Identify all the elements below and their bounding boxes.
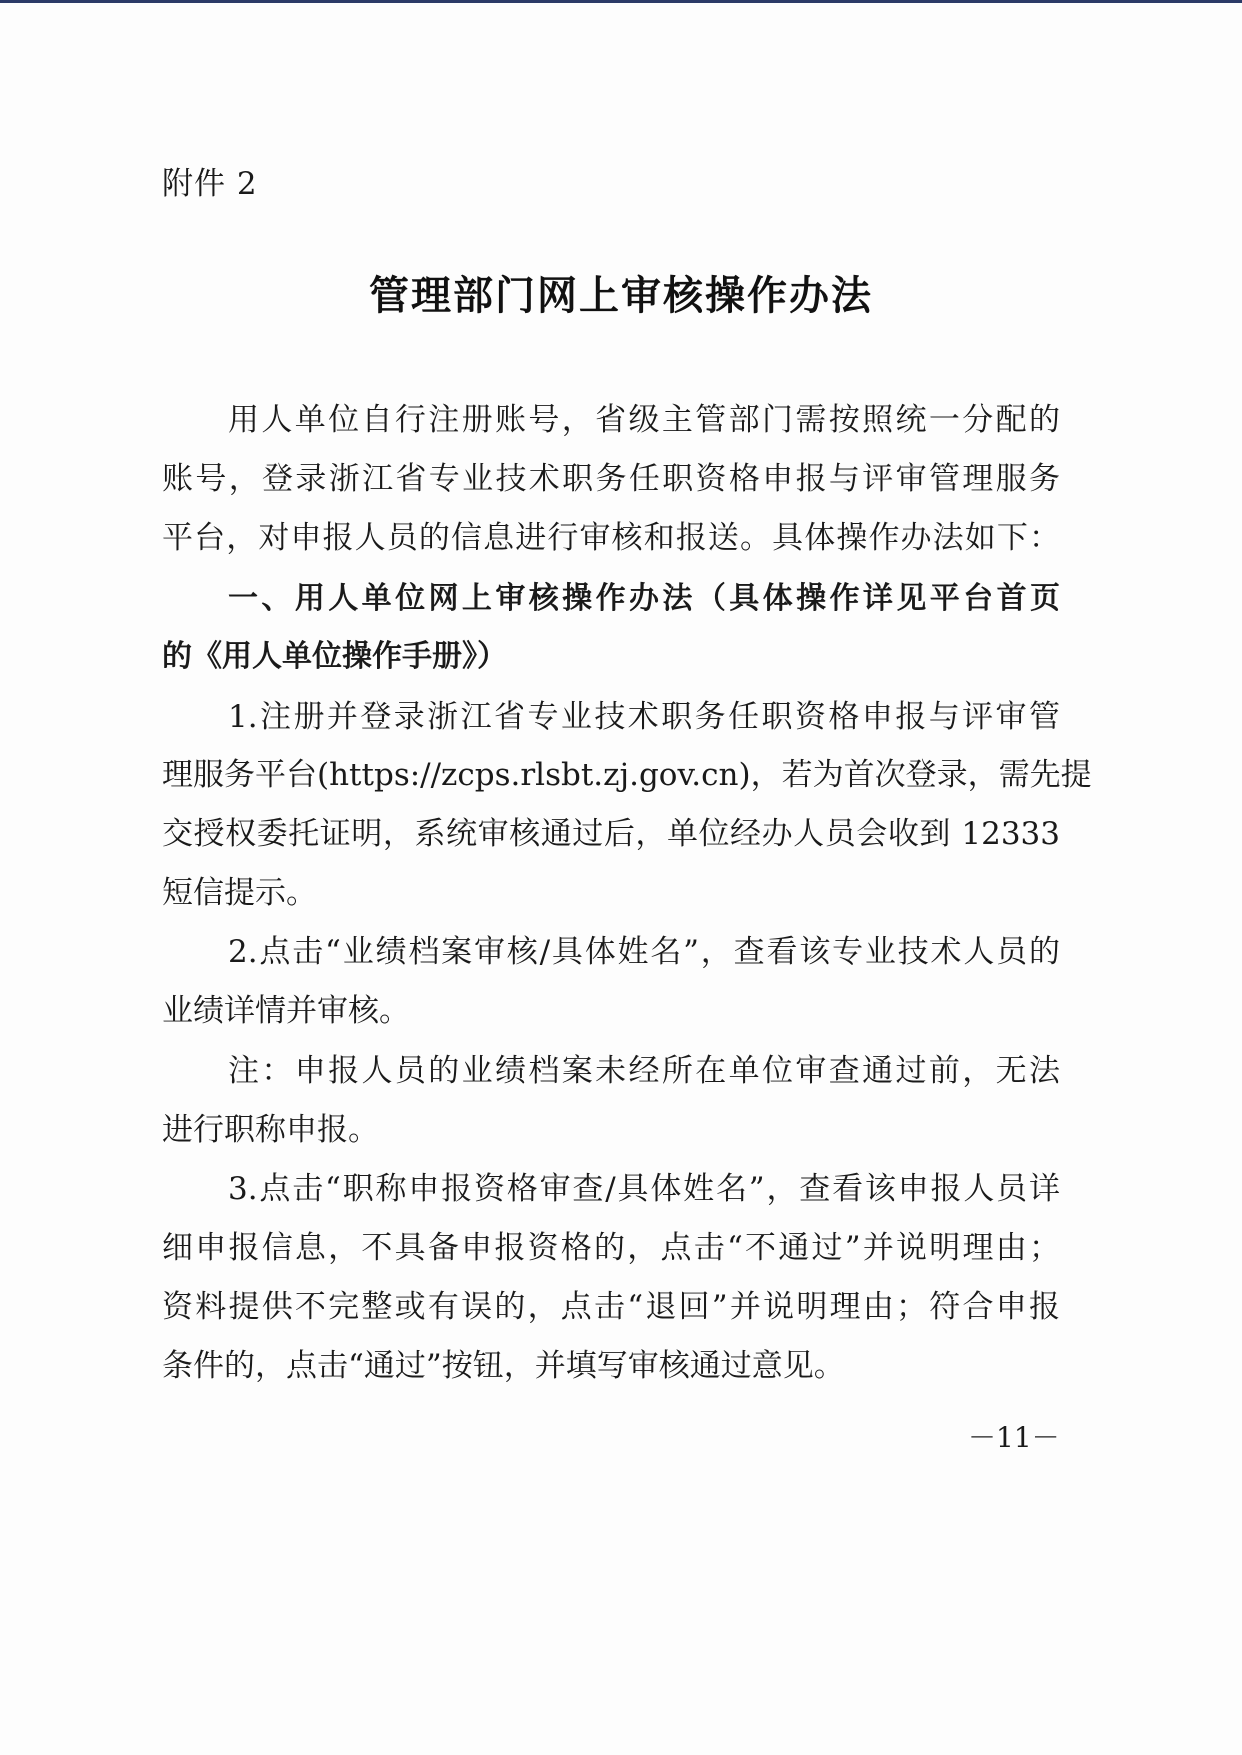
paragraph-1-line-2: 账号，登录浙江省专业技术职务任职资格申报与评审管理服务 xyxy=(162,461,1060,497)
top-border-rule xyxy=(0,0,1242,3)
paragraph-6-line-4: 条件的，点击“通过”按钮，并填写审核通过意见。 xyxy=(162,1348,845,1384)
attachment-label: 附件 2 xyxy=(162,166,258,202)
paragraph-1-line-1: 用人单位自行注册账号，省级主管部门需按照统一分配的 xyxy=(228,402,1060,438)
paragraph-6-line-1: 3.点击“职称申报资格审查/具体姓名”，查看该申报人员详 xyxy=(228,1171,1060,1207)
note-line-2: 进行职称申报。 xyxy=(162,1112,379,1148)
document-title: 管理部门网上审核操作办法 xyxy=(369,272,873,319)
section-heading-line-2: 的《用人单位操作手册》） xyxy=(162,639,507,674)
paragraph-6-line-2: 细申报信息，不具备申报资格的，点击“不通过”并说明理由； xyxy=(162,1230,1060,1266)
paragraph-3-line-3: 交授权委托证明，系统审核通过后，单位经办人员会收到 12333 xyxy=(162,816,1060,852)
paragraph-3-line-2: 理服务平台(https://zcps.rlsbt.zj.gov.cn)，若为首次登录，需先提 xyxy=(162,757,1092,793)
section-heading-line-1: 一、用人单位网上审核操作办法（具体操作详见平台首页 xyxy=(228,581,1060,616)
page-number: －11－ xyxy=(968,1421,1060,1454)
paragraph-6-line-3: 资料提供不完整或有误的，点击“退回”并说明理由；符合申报 xyxy=(162,1289,1060,1325)
paragraph-3-line-4: 短信提示。 xyxy=(162,875,317,911)
paragraph-3-line-1: 1.注册并登录浙江省专业技术职务任职资格申报与评审管 xyxy=(228,699,1060,735)
paragraph-4-line-1: 2.点击“业绩档案审核/具体姓名”，查看该专业技术人员的 xyxy=(228,934,1060,970)
note-line-1: 注：申报人员的业绩档案未经所在单位审查通过前，无法 xyxy=(228,1053,1060,1089)
paragraph-4-line-2: 业绩详情并审核。 xyxy=(162,993,410,1029)
paragraph-1-line-3: 平台，对申报人员的信息进行审核和报送。具体操作办法如下： xyxy=(162,520,1060,556)
